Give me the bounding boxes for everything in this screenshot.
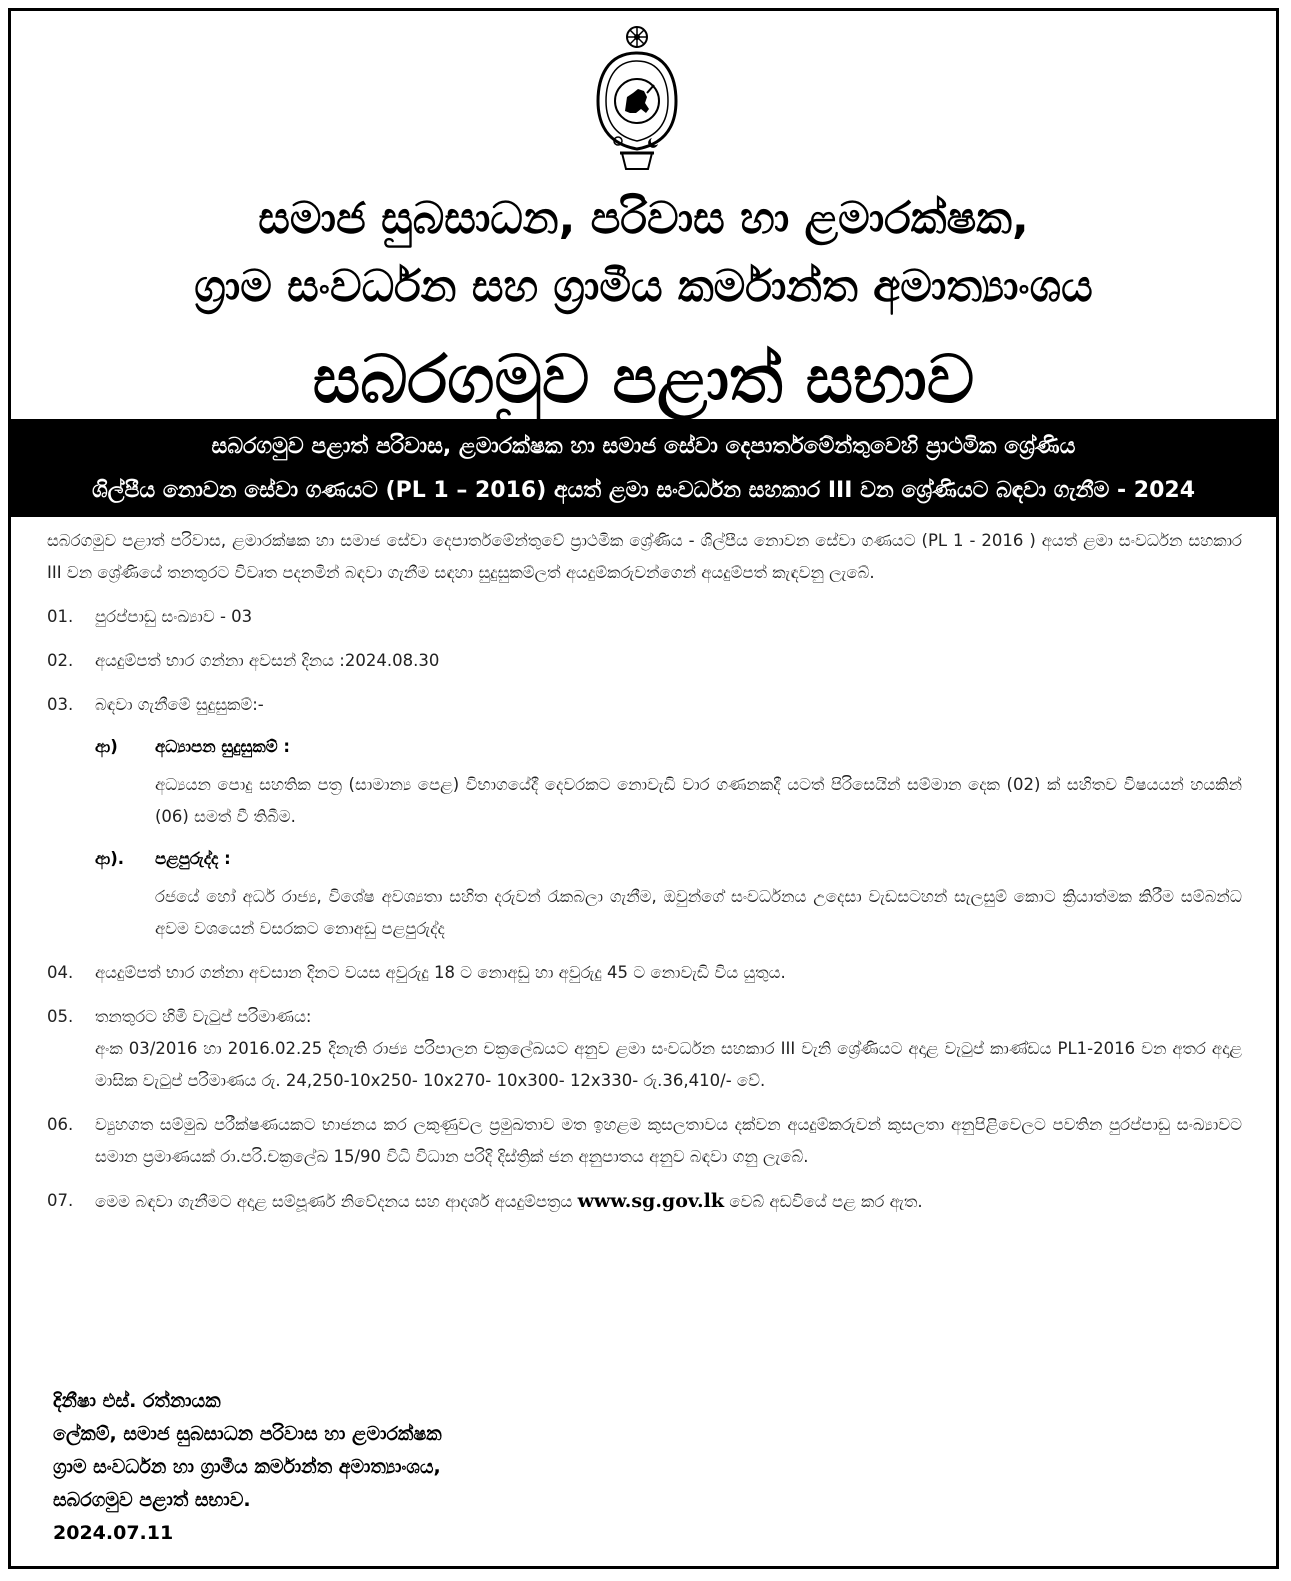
item-text: පුරප්පාඩු සංඛ්‍යාව - 03 bbox=[95, 607, 253, 626]
notice-title-banner bbox=[11, 419, 1276, 517]
website-text-before: මෙම බඳවා ගැනීමට අදාළ සම්පූර්ණ නිවේදනය සහ ආදර්ශ අයදුම්පත්‍රය bbox=[95, 1192, 573, 1211]
experience-text: රජයේ හෝ අර්ධ රාජ්‍ය, විශේෂ අවශ්‍යතා සහිත දරුවන් රැකබලා ගැනීම, ඔවුන්ගේ සංවර්ධනය උදෙසා වැඩසටහන් සැලසුම් කොට ක්‍රියාත්මක කිරීම සම්බන්ධ අවම වශයෙන් වසරකට නොඅඩු පළපුරුද්ද bbox=[155, 887, 1242, 938]
signatory-title-line3: සබරගමුව පළාත් සභාව. bbox=[53, 1489, 251, 1511]
sub-experience-heading bbox=[95, 843, 1242, 875]
item-number: 01. bbox=[47, 607, 74, 626]
ministry-name-line2: ග්‍රාම සංවර්ධන සහ ග්‍රාමීය කර්මාන්ත අමාත්‍යාංශය bbox=[194, 261, 1093, 312]
item-vacancies bbox=[47, 601, 1242, 633]
item-closing-date bbox=[47, 645, 1242, 677]
item-age-limit bbox=[47, 957, 1242, 989]
item-selection bbox=[47, 1109, 1242, 1173]
notice-page bbox=[8, 8, 1279, 1569]
banner-line1: සබරගමුව පළාත් පරිවාස, ළමාරක්ෂක හා සමාජ සේවා දෙපාර්තමේන්තුවෙහි ප්‍රාථමික ශ්‍රේණිය bbox=[211, 434, 1076, 459]
item-number: 03. bbox=[47, 695, 74, 714]
item-website-info bbox=[47, 1185, 1242, 1218]
item-text bbox=[95, 1185, 1242, 1218]
item-number: 07. bbox=[47, 1191, 74, 1210]
website-text-after: වෙබ් අඩවියේ පළ කර ඇත. bbox=[729, 1192, 923, 1211]
signatory-name: දිනීෂා එස්. රත්නායක bbox=[53, 1390, 221, 1412]
sub-label: ආ). bbox=[95, 849, 125, 868]
signatory-title-line1: ලේකම්, සමාජ සුබසාධන පරිවාස හා ළමාරක්ෂක bbox=[53, 1423, 442, 1445]
government-emblem-icon bbox=[592, 23, 682, 173]
website-link[interactable]: www.sg.gov.lk bbox=[577, 1190, 725, 1212]
intro-paragraph: සබරගමුව පළාත් පරිවාස, ළමාරක්ෂක හා සමාජ සේවා දෙපාර්තමේන්තුවේ ප්‍රාථමික ශ්‍රේණිය - ශිල්පීය නොවන සේවා ගණයට (PL 1 - 2016 ) අයත් ළමා සංවර්ධන සහකාර III වන ශ්‍රේණියේ තනතුරට විවෘත පදනමින් බඳවා ගැනීම සඳහා සුදුසුකම්ලත් අයදුම්කරුවන්ගෙන් අයදුම්පත් කැඳවනු ලැබේ. bbox=[47, 531, 1242, 582]
signature-date: 2024.07.11 bbox=[53, 1522, 174, 1544]
item-number: 04. bbox=[47, 963, 74, 982]
education-text: අධ්‍යයන පොදු සහතික පත්‍ර (සාමාන්‍ය පෙළ) විභාගයේදී දෙවරකට නොවැඩි වාර ගණනකදී යටත් පිරිසෙයින් සම්මාන දෙක (02) ක් සහිතව විෂයයන් හයකින් (06) සමත් වී තිබීම. bbox=[155, 775, 1242, 826]
sub-education-heading bbox=[95, 731, 1242, 763]
banner-line2: ශිල්පීය නොවන සේවා ගණයට (PL 1 – 2016) අයත් ළමා සංවර්ධන සහකාර III වන ශ්‍රේණියට බඳවා ගැනීම - 2024 bbox=[91, 478, 1196, 503]
sub-label: ආ) bbox=[95, 737, 118, 756]
item-number: 05. bbox=[47, 1007, 74, 1026]
item-number: 02. bbox=[47, 651, 74, 670]
ministry-name-line1: සමාජ සුබසාධන, පරිවාස හා ළමාරක්ෂක, bbox=[258, 193, 1029, 244]
salary-detail: අංක 03/2016 හා 2016.02.25 දිනැති රාජ්‍ය පරිපාලන චක්‍රලේඛයට අනුව ළමා සංවර්ධන සහකාර III වැනි ශ්‍රේණියට අදාළ වැටුප් කාණ්ඩය PL1-2016 වන අතර අදාළ මාසික වැටුප් පරිමාණය රු. 24,250-10x250- 10x270- 10x300- 12x330- රු.36,410/- වේ. bbox=[95, 1039, 1242, 1090]
item-qualifications bbox=[47, 689, 1242, 721]
sub-title: පළපුරුද්ද : bbox=[155, 849, 231, 868]
item-text: බඳවා ගැනීමේ සුදුසුකම්:- bbox=[95, 695, 264, 714]
signature-block bbox=[53, 1385, 442, 1550]
item-text: ව්‍යුහගත සම්මුඛ පරීක්ෂණයකට භාජනය කර ලකුණුවල ප්‍රමුඛතාව මත ඉහළම කුසලතාවය දක්වන අයදුම්කරුවන් කුසලතා අනුපිළිවෙලට පවතින පුරප්පාඩු සංඛ්‍යාවට සමාන ප්‍රමාණයක් රා.පරි.චක්‍රලේඛ 15/90 විධි විධාන පරිදි දිස්ත්‍රික් ජන අනුපාතය අනුව බඳවා ගනු ලැබේ. bbox=[95, 1115, 1242, 1166]
provincial-council-title: සබරගමුව පළාත් සභාව bbox=[312, 341, 975, 418]
item-text: තනතුරට හිමි වැටුප් පරිමාණය: bbox=[95, 1007, 312, 1026]
signatory-title-line2: ග්‍රාම සංවර්ධන හා ග්‍රාමීය කර්මාන්ත අමාත්‍යාංශය, bbox=[53, 1456, 441, 1478]
item-number: 06. bbox=[47, 1115, 74, 1134]
item-salary-scale bbox=[47, 1001, 1242, 1033]
item-text: අයදුම්පත් භාර ගන්නා අවසන් දිනය :2024.08.30 bbox=[95, 651, 440, 670]
notice-body bbox=[47, 525, 1242, 1218]
item-text: අයදුම්පත් භාර ගන්නා අවසාන දිනට වයස අවුරුදු 18 ට නොඅඩු හා අවුරුදු 45 ට නොවැඩි විය යුතුය. bbox=[95, 963, 786, 982]
sub-title: අධ්‍යාපන සුදුසුකම් : bbox=[155, 737, 290, 756]
